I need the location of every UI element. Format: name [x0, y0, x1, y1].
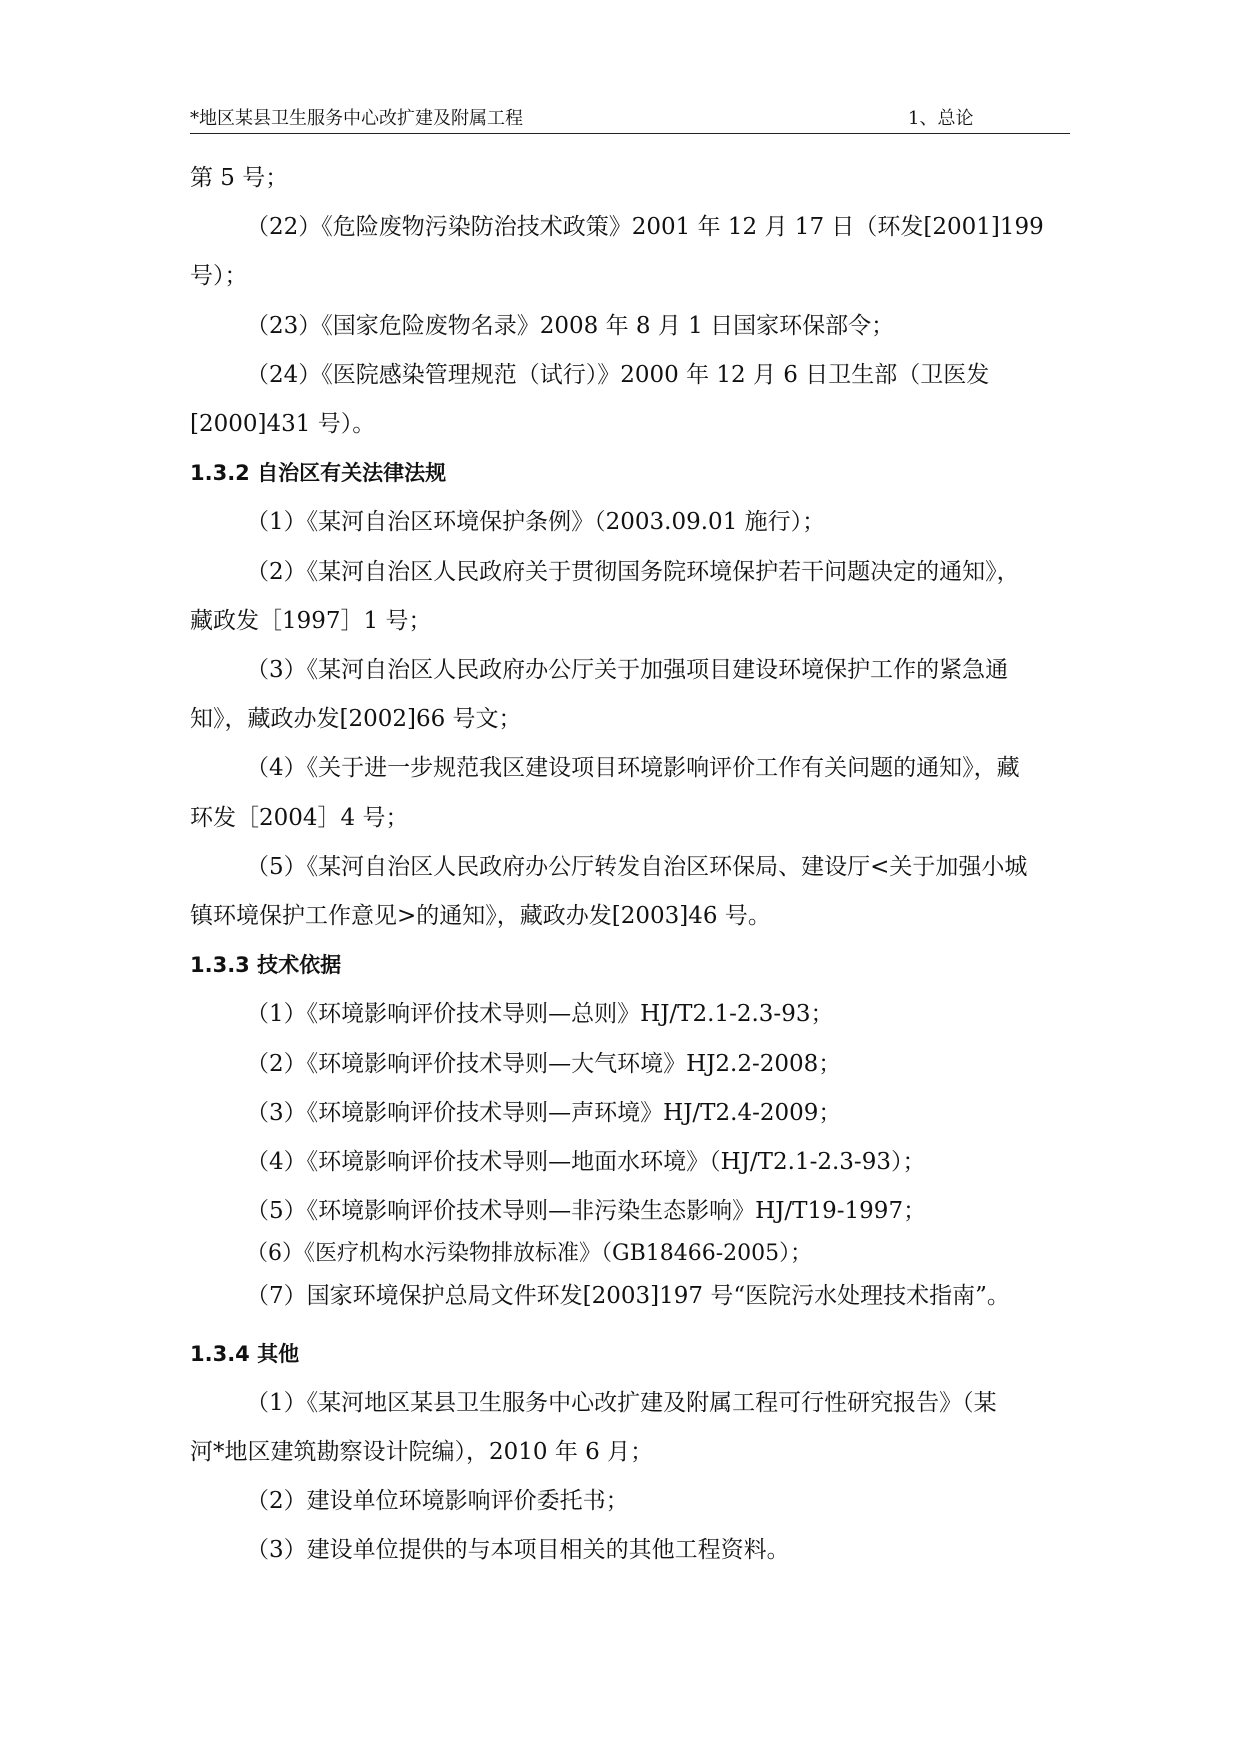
body-line: （5）《某河自治区人民政府办公厅转发自治区环保局、建设厅<关于加强小城 [246, 853, 1028, 880]
body-line: （1）《环境影响评价技术导则—总则》HJ/T2.1-2.3-93； [246, 1001, 834, 1028]
body-line: （1）《某河自治区环境保护条例》（2003.09.01 施行）； [246, 509, 826, 536]
header-title: *地区某县卫生服务中心改扩建及附属工程 [190, 108, 523, 129]
section-heading: 1.3.2 自治区有关法律法规 [190, 461, 447, 486]
body-line: （4）《环境影响评价技术导则—地面水环境》（HJ/T2.1-2.3-93）； [246, 1149, 926, 1176]
page-header [190, 104, 1070, 132]
section-heading: 1.3.4 其他 [190, 1341, 300, 1366]
spacer [190, 1322, 1070, 1330]
section-heading: 1.3.3 技术依据 [190, 953, 342, 978]
body-line: （3）《某河自治区人民政府办公厅关于加强项目建设环境保护工作的紧急通 [246, 657, 1009, 684]
body-line: （3）《环境影响评价技术导则—声环境》HJ/T2.4-2009； [246, 1099, 842, 1126]
body-line: （22）《危险废物污染防治技术政策》2001 年 12 月 17 日（环发[2001]199 [246, 214, 1044, 241]
body-line: 知》，藏政办发[2002]66 号文； [190, 706, 522, 733]
body-line: 号）； [190, 263, 248, 290]
body-line: （2）《某河自治区人民政府关于贯彻国务院环境保护若干问题决定的通知》， [246, 558, 1020, 585]
body-line: （4）《关于进一步规范我区建设项目环境影响评价工作有关问题的通知》，藏 [246, 755, 1020, 782]
body-line: （23）《国家危险废物名录》2008 年 8 月 1 日国家环保部令； [246, 312, 895, 339]
body-line: （5）《环境影响评价技术导则—非污染生态影响》HJ/T19-1997； [246, 1198, 927, 1225]
body-line: 环发［2004］4 号； [190, 804, 409, 831]
document-body [190, 154, 1070, 1576]
body-line: （7）国家环境保护总局文件环发[2003]197 号“医院污水处理技术指南”。 [246, 1283, 1010, 1310]
body-line: （3）建设单位提供的与本项目相关的其他工程资料。 [246, 1537, 790, 1564]
header-rule [190, 133, 1070, 134]
body-line: （2）《环境影响评价技术导则—大气环境》HJ2.2-2008； [246, 1050, 842, 1077]
body-line: （24）《医院感染管理规范（试行）》2000 年 12 月 6 日卫生部（卫医发 [246, 361, 990, 388]
body-line: 第 5 号； [190, 165, 289, 191]
header-chapter: 1、总论 [908, 108, 974, 129]
body-line: （2）建设单位环境影响评价委托书； [246, 1488, 629, 1515]
body-line: 河*地区建筑勘察设计院编），2010 年 6 月； [190, 1439, 654, 1466]
body-line: （6）《医疗机构水污染物排放标准》（GB18466-2005）； [246, 1241, 813, 1267]
body-line: （1）《某河地区某县卫生服务中心改扩建及附属工程可行性研究报告》（某 [246, 1389, 997, 1416]
body-line: [2000]431 号）。 [190, 411, 376, 438]
body-line: 镇环境保护工作意见>的通知》，藏政办发[2003]46 号。 [190, 903, 771, 930]
body-line: 藏政发［1997］1 号； [190, 607, 432, 634]
